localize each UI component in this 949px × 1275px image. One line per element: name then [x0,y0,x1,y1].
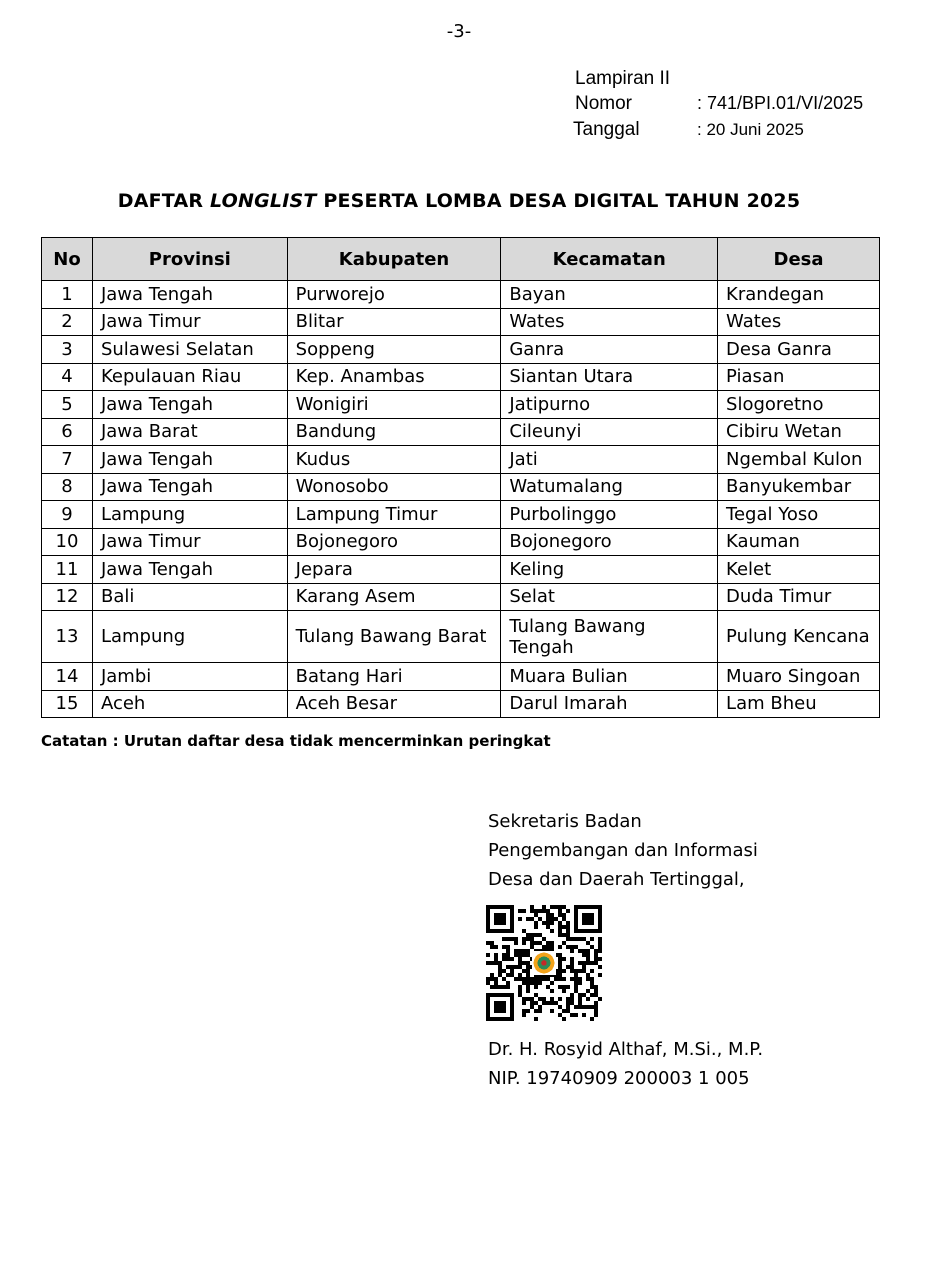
cell-provinsi: Jawa Tengah [92,281,287,309]
cell-kabupaten: Blitar [287,308,501,336]
signer-name: Dr. H. Rosyid Althaf, M.Si., M.P. [488,1039,764,1060]
table-row [42,473,880,501]
cell-desa: Banyukembar [718,473,880,501]
cell-no: 12 [42,583,93,611]
cell-no: 4 [42,363,93,391]
cell-desa: Muaro Singoan [718,663,880,691]
cell-desa: Cibiru Wetan [718,418,880,446]
cell-kecamatan: Jatipurno [501,391,718,419]
cell-kecamatan: Siantan Utara [501,363,718,391]
cell-provinsi: Jawa Barat [92,418,287,446]
cell-no: 9 [42,501,93,529]
table-row [42,418,880,446]
cell-kabupaten: Purworejo [287,281,501,309]
table-row [42,336,880,364]
cell-provinsi: Kepulauan Riau [92,363,287,391]
title-prefix: DAFTAR [117,190,211,212]
cell-desa: Desa Ganra [718,336,880,364]
cell-provinsi: Jawa Tengah [92,473,287,501]
header-provinsi: Provinsi [92,238,287,281]
cell-desa: Lam Bheu [718,690,880,718]
table-row [42,663,880,691]
cell-desa: Kelet [718,556,880,584]
cell-no: 13 [42,611,93,663]
table-row [42,583,880,611]
cell-no: 8 [42,473,93,501]
signature-title-2: Pengembangan dan Informasi [488,840,758,861]
cell-provinsi: Jawa Timur [92,528,287,556]
cell-provinsi: Bali [92,583,287,611]
cell-desa: Krandegan [718,281,880,309]
cell-provinsi: Jawa Tengah [92,556,287,584]
cell-desa: Wates [718,308,880,336]
cell-no: 6 [42,418,93,446]
cell-desa: Piasan [718,363,880,391]
cell-provinsi: Jawa Tengah [92,391,287,419]
cell-kabupaten: Tulang Bawang Barat [287,611,501,663]
cell-kecamatan: Watumalang [501,473,718,501]
cell-kecamatan: Muara Bulian [501,663,718,691]
cell-kabupaten: Wonigiri [287,391,501,419]
document-title [0,190,918,212]
cell-provinsi: Aceh [92,690,287,718]
cell-kabupaten: Soppeng [287,336,501,364]
nomor-value: : 741/BPI.01/VI/2025 [697,93,864,113]
header-desa: Desa [718,238,880,281]
cell-kecamatan: Wates [501,308,718,336]
signature-title-3: Desa dan Daerah Tertinggal, [488,869,745,890]
cell-kabupaten: Bandung [287,418,501,446]
cell-no: 14 [42,663,93,691]
cell-provinsi: Sulawesi Selatan [92,336,287,364]
cell-provinsi: Jawa Timur [92,308,287,336]
cell-desa: Duda Timur [718,583,880,611]
signature-title-1: Sekretaris Badan [488,811,642,832]
table-row [42,363,880,391]
cell-kabupaten: Aceh Besar [287,690,501,718]
cell-kecamatan: Cileunyi [501,418,718,446]
table-note: Catatan : Urutan daftar desa tidak mencerminkan peringkat [41,732,551,750]
cell-no: 15 [42,690,93,718]
table-row [42,528,880,556]
lampiran-nomor [575,93,863,115]
table-row [42,690,880,718]
cell-kabupaten: Lampung Timur [287,501,501,529]
cell-desa: Slogoretno [718,391,880,419]
cell-kecamatan: Jati [501,446,718,474]
cell-no: 2 [42,308,93,336]
title-emphasis: LONGLIST [210,190,317,212]
cell-kecamatan: Purbolinggo [501,501,718,529]
lampiran-title [575,68,697,90]
cell-kecamatan: Keling [501,556,718,584]
qr-code-icon [486,905,602,1021]
title-suffix: PESERTA LOMBA DESA DIGITAL TAHUN 2025 [316,190,801,212]
cell-provinsi: Jawa Tengah [92,446,287,474]
cell-no: 7 [42,446,93,474]
table-row [42,446,880,474]
table-row [42,556,880,584]
header-kabupaten: Kabupaten [287,238,501,281]
cell-provinsi: Lampung [92,611,287,663]
cell-kecamatan: Tulang Bawang Tengah [501,611,718,663]
table-row [42,501,880,529]
table-row [42,391,880,419]
table-row [42,611,880,663]
cell-desa: Kauman [718,528,880,556]
cell-no: 11 [42,556,93,584]
nomor-label: Nomor [575,93,633,114]
table-row [42,308,880,336]
cell-kabupaten: Batang Hari [287,663,501,691]
cell-kabupaten: Bojonegoro [287,528,501,556]
cell-provinsi: Lampung [92,501,287,529]
cell-no: 1 [42,281,93,309]
cell-no: 10 [42,528,93,556]
table-header-row [42,238,880,281]
cell-kabupaten: Kudus [287,446,501,474]
cell-kabupaten: Jepara [287,556,501,584]
tanggal-label: Tanggal [573,119,640,140]
cell-no: 5 [42,391,93,419]
cell-kecamatan: Ganra [501,336,718,364]
cell-desa: Pulung Kencana [718,611,880,663]
table-row [42,281,880,309]
cell-no: 3 [42,336,93,364]
lampiran-tanggal [573,119,804,141]
cell-kecamatan: Bayan [501,281,718,309]
longlist-table [41,237,880,718]
page-number: -3- [446,21,472,42]
cell-provinsi: Jambi [92,663,287,691]
cell-kabupaten: Kep. Anambas [287,363,501,391]
lampiran-label: Lampiran II [575,68,671,89]
cell-kecamatan: Darul Imarah [501,690,718,718]
cell-kecamatan: Bojonegoro [501,528,718,556]
header-kecamatan: Kecamatan [501,238,718,281]
cell-kabupaten: Wonosobo [287,473,501,501]
cell-desa: Ngembal Kulon [718,446,880,474]
cell-kabupaten: Karang Asem [287,583,501,611]
signer-nip: NIP. 19740909 200003 1 005 [488,1068,750,1089]
header-no: No [42,238,93,281]
cell-desa: Tegal Yoso [718,501,880,529]
cell-kecamatan: Selat [501,583,718,611]
tanggal-value: : 20 Juni 2025 [697,120,804,139]
